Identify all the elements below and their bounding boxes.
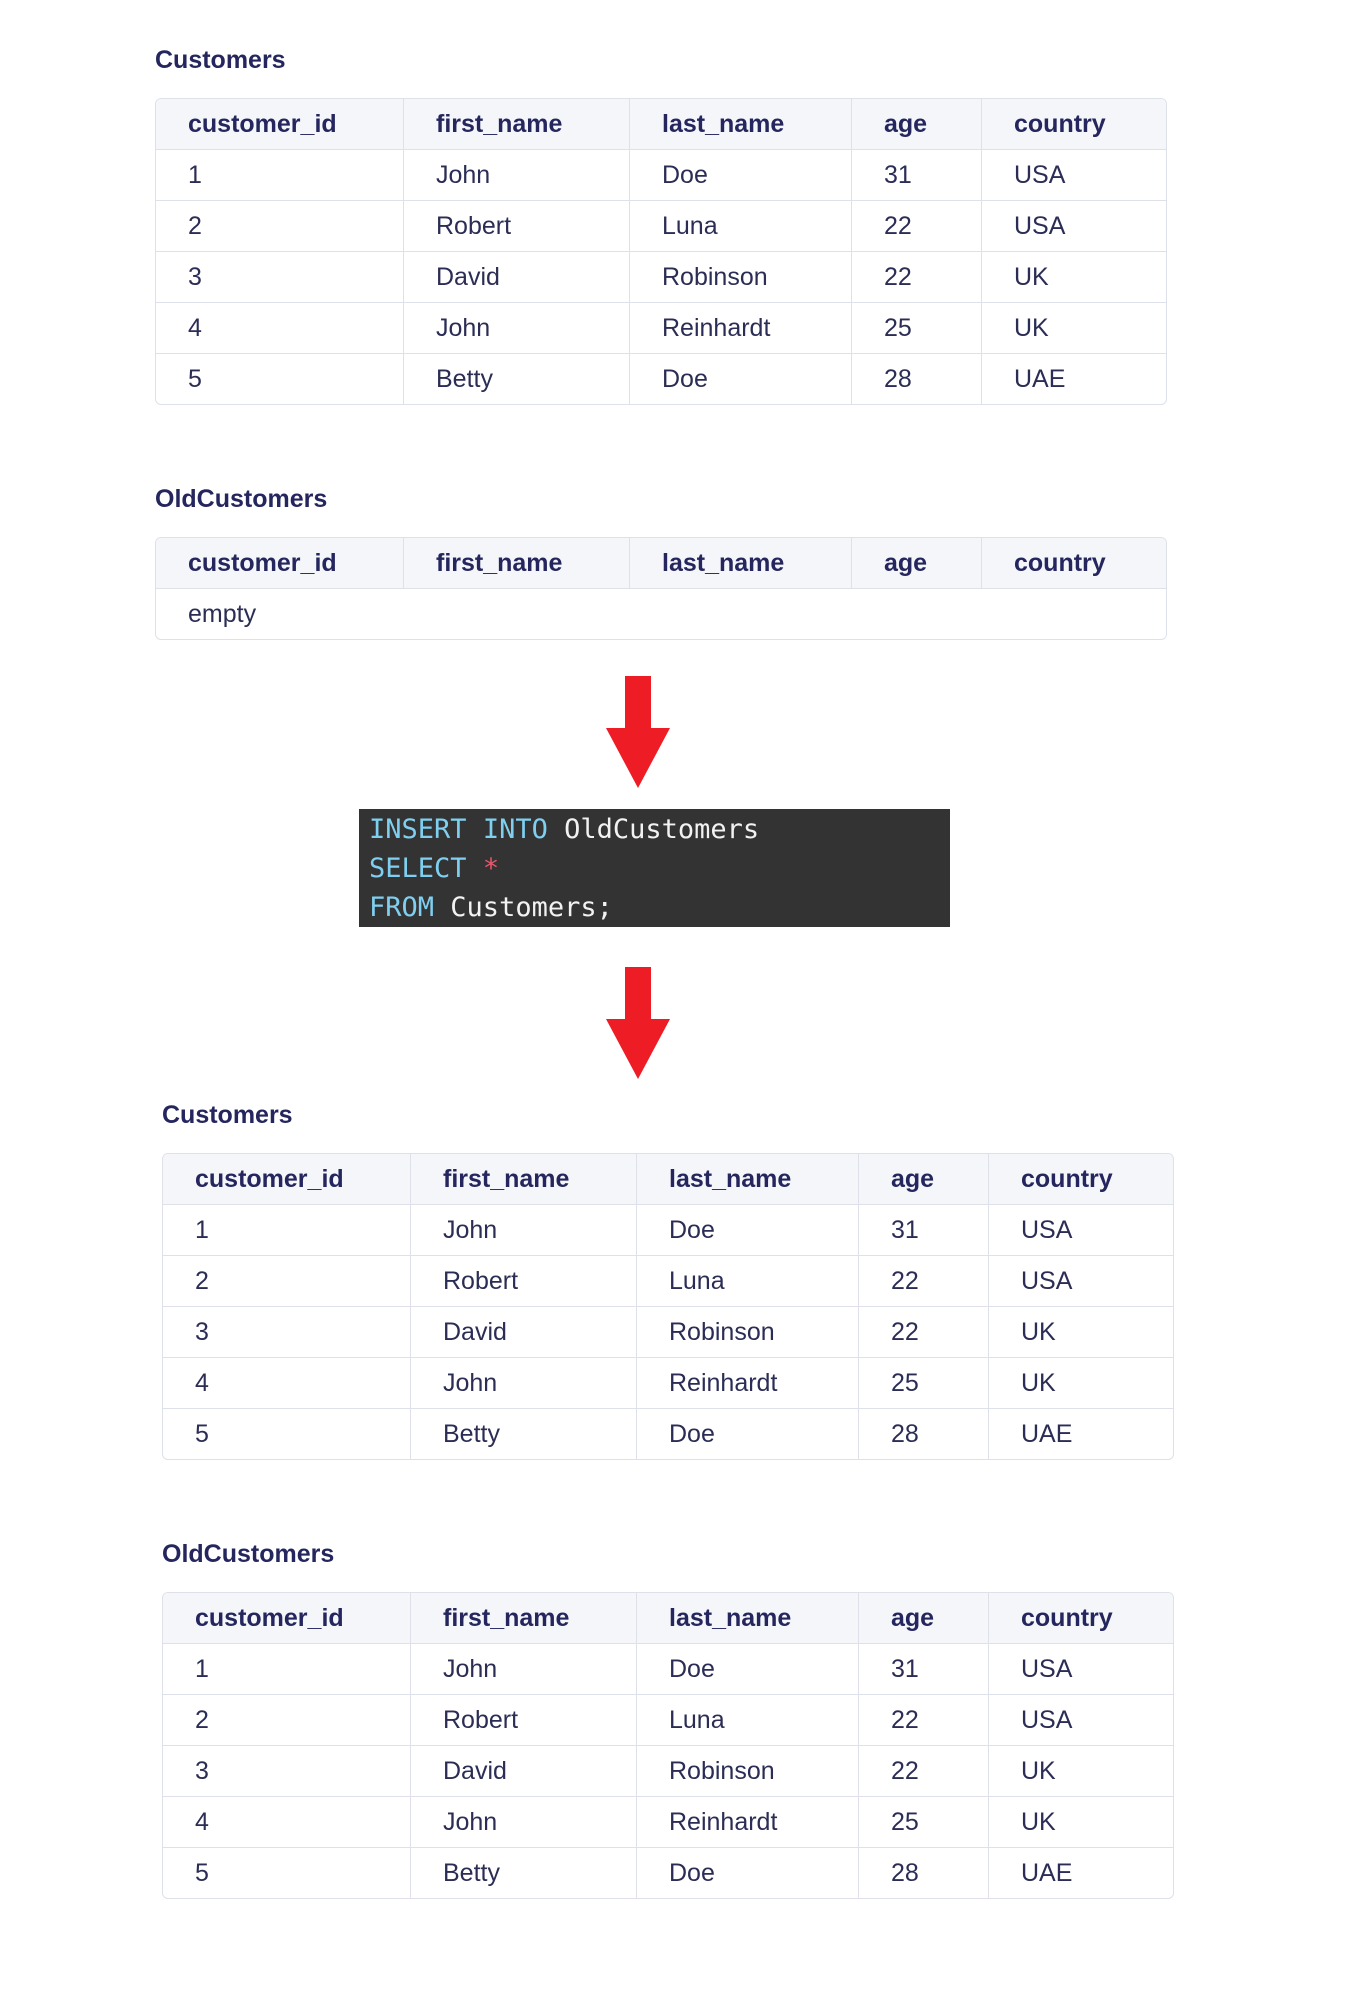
table-cell: 31 (859, 1644, 989, 1695)
column-header: age (859, 1154, 989, 1205)
table-cell: 5 (163, 1848, 411, 1898)
table-cell: 5 (156, 354, 404, 404)
column-header: age (852, 538, 982, 589)
table-cell: Reinhardt (637, 1797, 859, 1848)
table-cell: UK (982, 252, 1166, 303)
table-cell: John (404, 303, 630, 354)
old-customers-after-table (162, 1592, 1174, 1899)
table-cell: Reinhardt (637, 1358, 859, 1409)
table-cell: USA (989, 1695, 1173, 1746)
table-cell: UAE (1014, 364, 1066, 393)
table-cell: Betty (404, 354, 630, 404)
table-caption: Customers (162, 1101, 293, 1129)
table-row (163, 1797, 1173, 1848)
table-cell: 3 (163, 1746, 411, 1797)
table-cell: 2 (163, 1695, 411, 1746)
table-cell: Doe (637, 1848, 859, 1898)
table-cell: Luna (637, 1256, 859, 1307)
table-cell: John (411, 1205, 637, 1256)
table-cell: Robert (404, 201, 630, 252)
arrow-down-icon (606, 967, 670, 1079)
table-cell: Doe (637, 1409, 859, 1459)
table-cell: Robinson (637, 1307, 859, 1358)
table-cell: Doe (630, 354, 852, 404)
table-row (156, 150, 1166, 201)
column-header: age (859, 1593, 989, 1644)
column-header: last_name (630, 99, 852, 150)
table-cell: 25 (859, 1358, 989, 1409)
table-cell: Robinson (630, 252, 852, 303)
table-cell: USA (989, 1205, 1173, 1256)
old-customers-before-table (155, 537, 1167, 640)
table-cell: USA (989, 1644, 1173, 1695)
table-row (163, 1256, 1173, 1307)
column-header: last_name (630, 538, 852, 589)
table-caption: OldCustomers (155, 485, 328, 513)
table-cell: USA (989, 1256, 1173, 1307)
table-cell: Betty (411, 1848, 637, 1898)
table-row (163, 1205, 1173, 1256)
customers-after-table (162, 1153, 1174, 1460)
column-header: country (989, 1154, 1173, 1205)
table-cell: 4 (156, 303, 404, 354)
table-row (156, 252, 1166, 303)
code-line-2 (369, 849, 950, 888)
table-cell: 31 (852, 150, 982, 201)
operator: * (482, 853, 500, 884)
table-cell: 2 (156, 201, 404, 252)
table-cell: Doe (637, 1644, 859, 1695)
table-cell: 4 (163, 1797, 411, 1848)
table-cell: 2 (163, 1256, 411, 1307)
column-header: first_name (404, 99, 630, 150)
table-caption: Customers (155, 46, 286, 74)
table-cell: 1 (163, 1205, 411, 1256)
table-row (163, 1307, 1173, 1358)
sql-code-block (359, 809, 950, 927)
column-header: age (852, 99, 982, 150)
table-cell: UK (982, 303, 1166, 354)
table-cell: 28 (852, 354, 982, 404)
customers-before-table (155, 98, 1167, 405)
table-cell: 22 (859, 1746, 989, 1797)
table-cell: Reinhardt (630, 303, 852, 354)
table-caption: OldCustomers (162, 1540, 335, 1568)
code-line-1 (369, 810, 950, 849)
column-header: country (989, 1593, 1173, 1644)
table-cell: John (404, 150, 630, 201)
table-cell: David (404, 252, 630, 303)
table-cell: UK (989, 1746, 1173, 1797)
table-row (163, 1644, 1173, 1695)
table-cell: USA (982, 201, 1166, 252)
column-header: first_name (411, 1593, 637, 1644)
table-cell: 1 (163, 1644, 411, 1695)
arrow-down-shape (606, 676, 670, 788)
table-cell: David (411, 1746, 637, 1797)
table-cell: David (411, 1307, 637, 1358)
arrow-down-shape (606, 967, 670, 1079)
column-header: first_name (404, 538, 630, 589)
table-cell: Robert (411, 1695, 637, 1746)
table-header-row (156, 99, 1166, 150)
table-cell: 22 (859, 1307, 989, 1358)
arrow-down-icon (606, 676, 670, 788)
table-cell: 5 (163, 1409, 411, 1459)
keyword: SELECT (369, 853, 467, 884)
table-cell: 25 (852, 303, 982, 354)
table-cell: Luna (637, 1695, 859, 1746)
table-cell: UK (989, 1797, 1173, 1848)
table-row (156, 589, 1166, 639)
column-header: first_name (411, 1154, 637, 1205)
table-row (163, 1695, 1173, 1746)
keyword: INTO (482, 814, 548, 845)
table-cell: UAE (1021, 1419, 1073, 1448)
table-cell: 3 (156, 252, 404, 303)
table-cell: John (411, 1644, 637, 1695)
identifier: Customers; (450, 892, 613, 923)
column-header: customer_id (156, 99, 404, 150)
table-cell: Luna (630, 201, 852, 252)
column-header: last_name (637, 1154, 859, 1205)
table-cell: Betty (411, 1409, 637, 1459)
table-cell: 22 (852, 201, 982, 252)
table-cell: 31 (859, 1205, 989, 1256)
table-cell: 28 (859, 1409, 989, 1459)
column-header: customer_id (163, 1593, 411, 1644)
table-cell: 22 (852, 252, 982, 303)
table-cell: 22 (859, 1256, 989, 1307)
table-cell: UK (989, 1307, 1173, 1358)
table-cell: John (411, 1358, 637, 1409)
table-row (156, 201, 1166, 252)
table-cell: Doe (630, 150, 852, 201)
table-cell: UAE (1021, 1858, 1073, 1887)
column-header: country (982, 538, 1166, 589)
keyword: FROM (369, 892, 435, 923)
table-header-row (156, 538, 1166, 589)
table-cell: 3 (163, 1307, 411, 1358)
table-cell: Robert (411, 1256, 637, 1307)
table-header-row (163, 1593, 1173, 1644)
column-header: customer_id (156, 538, 404, 589)
empty-cell: empty (188, 599, 257, 628)
table-row (163, 1358, 1173, 1409)
table-cell: John (411, 1797, 637, 1848)
table-row (163, 1409, 1173, 1459)
table-cell: Doe (637, 1205, 859, 1256)
table-cell: 22 (859, 1695, 989, 1746)
column-header: customer_id (163, 1154, 411, 1205)
table-header-row (163, 1154, 1173, 1205)
column-header: country (982, 99, 1166, 150)
table-cell: Robinson (637, 1746, 859, 1797)
table-cell: 25 (859, 1797, 989, 1848)
table-cell: 28 (859, 1848, 989, 1898)
column-header: last_name (637, 1593, 859, 1644)
table-cell: 4 (163, 1358, 411, 1409)
keyword: INSERT (369, 814, 467, 845)
table-row (163, 1746, 1173, 1797)
table-cell: USA (982, 150, 1166, 201)
table-row (156, 303, 1166, 354)
table-row (163, 1848, 1173, 1898)
identifier: OldCustomers (564, 814, 760, 845)
table-row (156, 354, 1166, 404)
table-cell: 1 (156, 150, 404, 201)
code-line-3 (369, 888, 950, 927)
table-cell: UK (989, 1358, 1173, 1409)
